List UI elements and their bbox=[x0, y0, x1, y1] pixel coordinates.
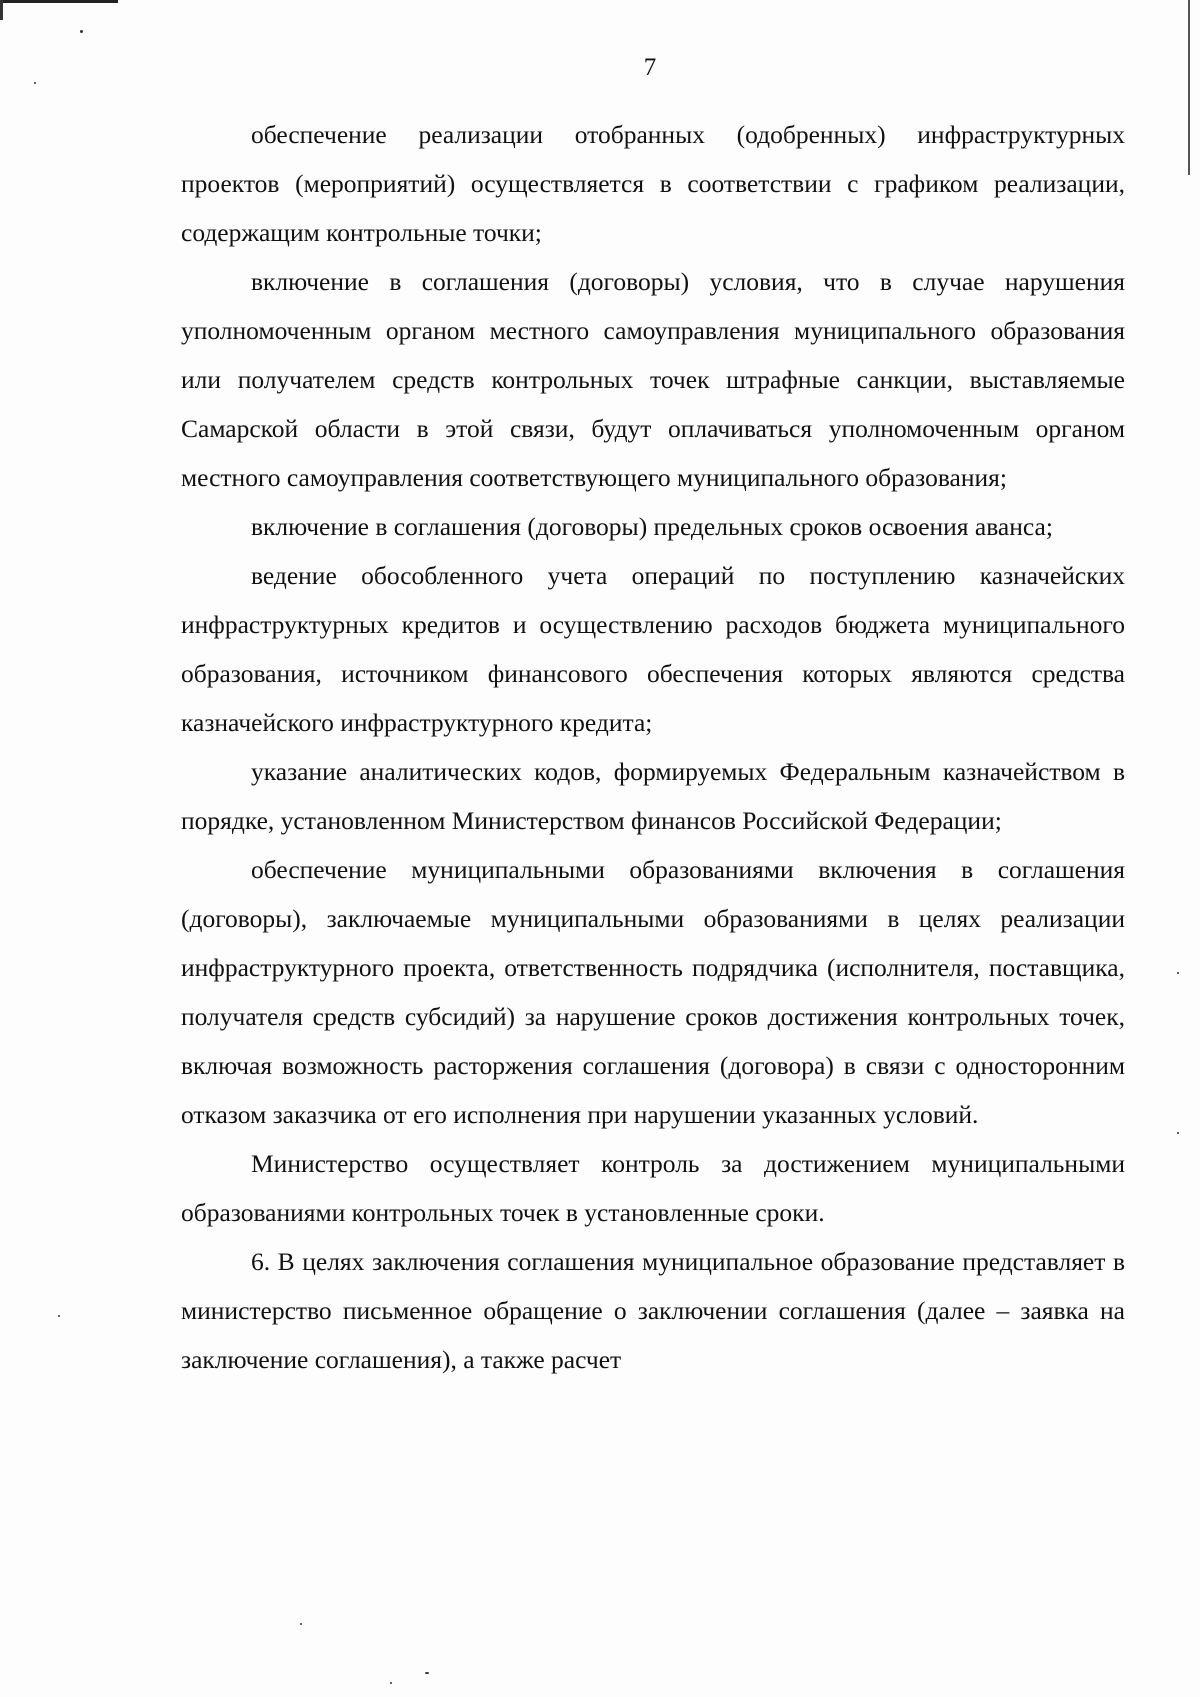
paragraph: обеспечение реализации отобранных (одобренных) инфраструктурных проектов (мероприятий) осуществляется в соответствии с графиком реализации, содержащим контрольные точки; bbox=[181, 120, 1125, 247]
scan-speck bbox=[1177, 1132, 1179, 1134]
scan-speck bbox=[425, 1672, 429, 1674]
page-number: 7 bbox=[643, 54, 657, 81]
paragraph: Министерство осуществляет контроль за достижением муниципальными образованиями контрольных точек в установленные сроки. bbox=[181, 1149, 1125, 1227]
scan-speck bbox=[34, 82, 36, 84]
scan-edge-top bbox=[0, 0, 118, 3]
paragraph: ведение обособленного учета операций по поступлению казначейских инфраструктурных кредитов и осуществлению расходов бюджета муниципального образования, источником финансового обеспечения которых являются средства казначейского инфраструктурного кредита; bbox=[181, 561, 1125, 737]
paragraph: указание аналитических кодов, формируемых Федеральным казначейством в порядке, установленном Министерством финансов Российской Федерации; bbox=[181, 757, 1125, 835]
scan-edge-right bbox=[1188, 0, 1190, 175]
scan-speck bbox=[300, 1623, 302, 1625]
scan-speck bbox=[80, 30, 83, 33]
paragraph: включение в соглашения (договоры) условия, что в случае нарушения уполномоченным органом местного самоуправления муниципального образования или получателем средств контрольных точек штрафные санкции, выставляемые Самарской области в этой связи, будут оплачиваться уполномоченным органом местного самоуправления соответствующего муниципального образования; bbox=[181, 267, 1125, 492]
paragraph: обеспечение муниципальными образованиями включения в соглашения (договоры), заключаемые муниципальными образованиями в целях реализации инфраструктурного проекта, ответственность подрядчика (исполнителя, поставщика, получателя средств субсидий) за нарушение сроков достижения контрольных точек, включая возможность расторжения соглашения (договора) в связи с односторонним отказом заказчика от его исполнения при нарушении указанных условий. bbox=[181, 855, 1125, 1129]
scan-edge-left bbox=[0, 0, 3, 20]
paragraph: 6. В целях заключения соглашения муниципальное образование представляет в министерство письменное обращение о заключении соглашения (далее – заявка на заключение соглашения), а также расчет bbox=[181, 1247, 1125, 1374]
document-body bbox=[181, 110, 1125, 1384]
scan-speck bbox=[390, 1682, 392, 1684]
scan-speck bbox=[1177, 972, 1179, 974]
scan-speck bbox=[58, 1315, 60, 1317]
paragraph: включение в соглашения (договоры) предельных сроков освоения аванса; bbox=[251, 512, 1053, 541]
